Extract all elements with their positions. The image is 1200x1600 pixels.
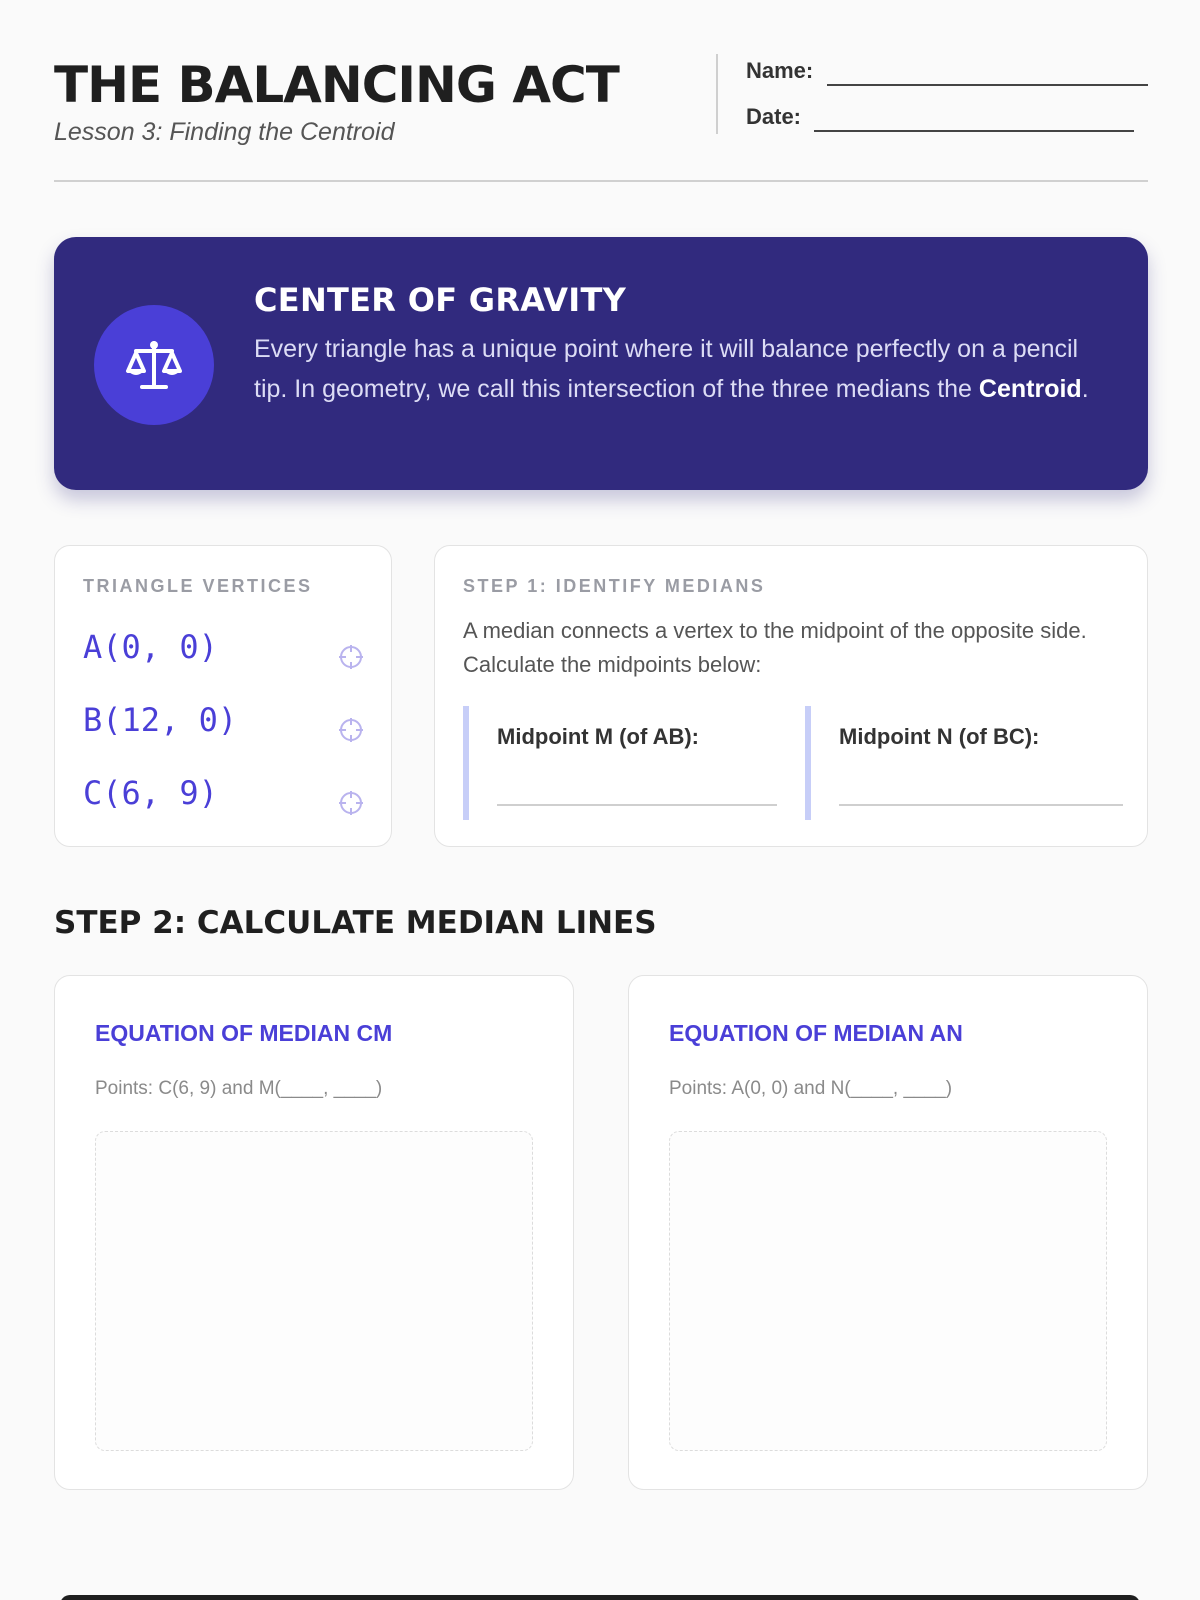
midpoint-m-answer-line[interactable]	[497, 804, 777, 806]
median-an-points: Points: A(0, 0) and N(____, ____)	[669, 1078, 953, 1099]
banner-period: .	[1081, 375, 1089, 403]
midpoint-n-answer-line[interactable]	[839, 804, 1123, 806]
step1-description: A median connects a vertex to the midpoint of the opposite side. Calculate the midpoints below:	[463, 618, 1087, 677]
step1-card	[434, 545, 1148, 847]
median-cm-card	[54, 975, 574, 1490]
name-field[interactable]	[827, 84, 1148, 86]
lesson-subtitle: Lesson 3: Finding the Centroid	[54, 118, 395, 146]
vertices-label: TRIANGLE VERTICES	[83, 576, 313, 596]
banner-body: Every triangle has a unique point where it will balance perfectly on a pencil tip. In geometry, we call this intersection of the three medians the	[254, 335, 1079, 403]
step1-label: STEP 1: IDENTIFY MEDIANS	[463, 576, 766, 596]
scale-icon	[124, 335, 184, 395]
vertex-c: C(6, 9)	[83, 774, 218, 812]
vertex-b: B(12, 0)	[83, 701, 238, 739]
centroid-term: Centroid	[978, 375, 1082, 403]
banner-text	[254, 329, 1114, 409]
midpoint-m-label: Midpoint M (of AB):	[497, 724, 699, 749]
date-field[interactable]	[814, 130, 1134, 132]
median-cm-work-area[interactable]	[95, 1131, 533, 1451]
banner-title: CENTER OF GRAVITY	[254, 281, 627, 319]
median-cm-title: EQUATION OF MEDIAN CM	[95, 1020, 393, 1046]
midpoint-m-block	[463, 706, 777, 820]
median-an-work-area[interactable]	[669, 1131, 1107, 1451]
median-cm-points: Points: C(6, 9) and M(____, ____)	[95, 1078, 383, 1099]
midpoint-n-block	[805, 706, 1123, 820]
vertex-a: A(0, 0)	[83, 628, 218, 666]
median-an-card	[628, 975, 1148, 1490]
date-label: Date:	[746, 104, 802, 129]
median-an-title: EQUATION OF MEDIAN AN	[669, 1020, 963, 1046]
midpoint-n-label: Midpoint N (of BC):	[839, 724, 1040, 749]
triangle-vertices-card	[54, 545, 392, 847]
worksheet-header	[54, 52, 1148, 182]
crosshair-icon	[338, 790, 364, 816]
center-of-gravity-banner	[54, 237, 1148, 490]
next-section-edge	[60, 1595, 1140, 1600]
crosshair-icon	[338, 644, 364, 670]
banner-icon-circle	[94, 305, 214, 425]
name-label: Name:	[746, 58, 814, 83]
header-divider	[716, 54, 718, 134]
page-title: THE BALANCING ACT	[54, 56, 619, 114]
crosshair-icon	[338, 717, 364, 743]
step2-heading: STEP 2: CALCULATE MEDIAN LINES	[54, 905, 657, 941]
